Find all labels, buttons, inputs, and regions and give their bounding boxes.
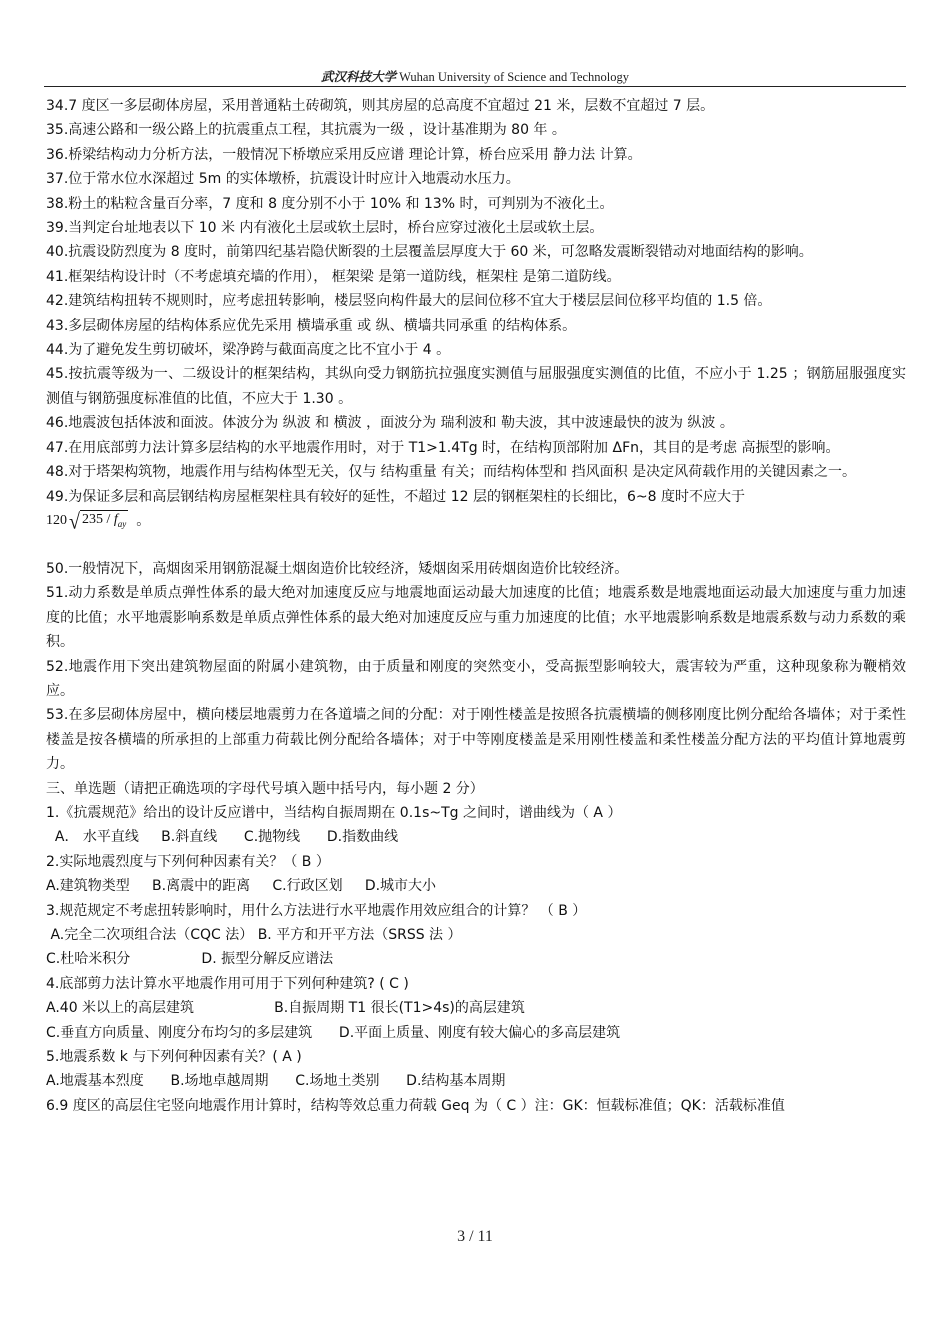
page-header (48, 67, 902, 87)
choice-question-2-options: A.建筑物类型 B.离震中的距离 C.行政区划 D.城市大小 (46, 878, 437, 895)
formula-coefficient: 120 (46, 512, 67, 528)
choice-question-6: 6.9 度区的高层住宅竖向地震作用计算时，结构等效总重力荷载 Geq 为（ C ）注：GK：恒载标准值；QK：活载标准值 (46, 1097, 785, 1114)
radicand-f: f (113, 511, 118, 527)
formula-period: 。 (136, 512, 151, 529)
choice-question-1: 1.《抗震规范》给出的设计反应谱中，当结构自振周期在 0.1s~Tg 之间时，谱曲线为（ A ） (46, 804, 622, 821)
section-heading-single-choice: 三、单选题（请把正确选项的字母代号填入题中括号内，每小题 2 分） (46, 780, 484, 797)
choice-question-3: 3.规范规定不考虑扭转影响时，用什么方法进行水平地震作用效应组合的计算？ （ B ） (46, 902, 587, 919)
blank-line (46, 533, 906, 557)
question-43: 43.多层砌体房屋的结构体系应优先采用 横墙承重 或 纵、横墙共同承重 的结构体系。 (46, 317, 577, 334)
choice-question-1-options: A． 水平直线 B.斜直线 C.抛物线 D.指数曲线 (46, 829, 399, 846)
choice-question-3-options-cd: C.杜哈米积分 D. 振型分解反应谱法 (46, 951, 334, 968)
page-total: 11 (477, 1228, 493, 1245)
page-number: 3 (457, 1228, 466, 1245)
formula-radicand (80, 510, 128, 533)
question-53: 53.在多层砌体房屋中，横向楼层地震剪力在各道墙之间的分配：对于刚性楼盖是按照各抗震横墙的侧移刚度比例分配给各墙体；对于柔性楼盖是按各横墙的所承担的上部重力荷载比例分配给各墙体；对于中等刚度楼盖是采用刚性楼盖和柔性楼盖分配方法的平均值计算地震剪力。 (46, 707, 906, 773)
choice-question-4: 4.底部剪力法计算水平地震作用可用于下列何种建筑? ( C ) (46, 975, 409, 992)
radicand-subscript: ay (117, 518, 127, 529)
question-44: 44.为了避免发生剪切破坏，梁净跨与截面高度之比不宜小于 4 。 (46, 342, 451, 359)
question-47: 47.在用底部剪力法计算多层结构的水平地震作用时，对于 T1>1.4Tg 时，在结构顶部附加 ΔFn，其目的是考虑 高振型的影响。 (46, 439, 840, 456)
page-footer (0, 1228, 950, 1246)
question-42: 42.建筑结构扭转不规则时，应考虑扭转影响，楼层竖向构件最大的层间位移不宜大于楼层层间位移平均值的 1.5 倍。 (46, 293, 772, 310)
question-49: 49.为保证多层和高层钢结构房屋框架柱具有较好的延性，不超过 12 层的钢框架柱的长细比，6~8 度时不应大于 (46, 488, 745, 505)
question-34: 34.7 度区一多层砌体房屋，采用普通粘土砖砌筑，则其房屋的总高度不宜超过 21 米，层数不宜超过 7 层。 (46, 98, 715, 114)
header-rule (44, 86, 906, 87)
document-body (46, 94, 906, 1118)
question-48: 48.对于塔架构筑物，地震作用与结构体型无关，仅与 结构重量 有关；而结构体型和 挡风面积 是决定风荷载作用的关键因素之一。 (46, 464, 857, 481)
page-separator: / (465, 1228, 478, 1245)
choice-question-4-options-ab: A.40 米以上的高层建筑 B.自振周期 T1 很长(T1>4s)的高层建筑 (46, 1000, 525, 1017)
question-38: 38.粉土的粘粒含量百分率，7 度和 8 度分别不小于 10% 和 13% 时，可判别为不液化土。 (46, 195, 614, 212)
question-46: 46.地震波包括体波和面波。体波分为 纵波 和 横波 ，面波分为 瑞利波和 勒夫波，其中波速最快的波为 纵波 。 (46, 415, 734, 432)
question-37: 37.位于常水位水深超过 5m 的实体墩桥，抗震设计时应计入地震动水压力。 (46, 171, 520, 188)
question-50: 50.一般情况下，高烟囱采用钢筋混凝土烟囱造价比较经济，矮烟囱采用砖烟囱造价比较经济。 (46, 560, 629, 577)
question-41: 41.框架结构设计时（不考虑填充墙的作用）， 框架梁 是第一道防线，框架柱 是第二道防线。 (46, 268, 621, 285)
question-39: 39.当判定台址地表以下 10 米 内有液化土层或软土层时，桥台应穿过液化土层或软土层。 (46, 220, 604, 237)
choice-question-5-options: A.地震基本烈度 B.场地卓越周期 C.场地土类别 D.结构基本周期 (46, 1073, 506, 1090)
question-52: 52.地震作用下突出建筑物屋面的附属小建筑物，由于质量和刚度的突然变小，受高振型影响较大，震害较为严重，这种现象称为鞭梢效应。 (46, 658, 906, 699)
choice-question-4-options-cd: C.垂直方向质量、刚度分布均匀的多层建筑 D.平面上质量、刚度有较大偏心的多高层建筑 (46, 1024, 621, 1041)
radicand-text: 235 / (81, 511, 114, 527)
header-university-cn: 武汉科技大学 (320, 69, 396, 84)
header-university-en: Wuhan University of Science and Technology (399, 70, 630, 84)
question-40: 40.抗震设防烈度为 8 度时，前第四纪基岩隐伏断裂的土层覆盖层厚度大于 60 米，可忽略发震断裂错动对地面结构的影响。 (46, 244, 813, 261)
question-51: 51.动力系数是单质点弹性体系的最大绝对加速度反应与地震地面运动最大加速度的比值；地震系数是地震地面运动最大加速度与重力加速度的比值；水平地震影响系数是单质点弹性体系的最大绝对加速度反应与重力加速度的比值；水平地震影响系数是地震系数与动力系数的乘积。 (46, 585, 906, 651)
choice-question-3-options-ab: A.完全二次项组合法（CQC 法） B. 平方和开平方法（SRSS 法 ） (46, 927, 462, 943)
slenderness-formula (46, 509, 906, 533)
formula-radical (69, 510, 128, 533)
question-36: 36.桥梁结构动力分析方法，一般情况下桥墩应采用反应谱 理论计算，桥台应采用 静力法 计算。 (46, 146, 642, 163)
sqrt-symbol: √ (69, 510, 80, 535)
choice-question-5: 5.地震系数 k 与下列何种因素有关？( A ) (46, 1049, 302, 1066)
choice-question-2: 2.实际地震烈度与下列何种因素有关？（ B ） (46, 853, 330, 870)
question-45: 45.按抗震等级为一、二级设计的框架结构，其纵向受力钢筋抗拉强度实测值与屈服强度实测值的比值，不应小于 1.25 ；钢筋屈服强度实测值与钢筋强度标准值的比值，不应大于 1.30 。 (46, 366, 906, 407)
question-35: 35.高速公路和一级公路上的抗震重点工程，其抗震为一级 ，设计基准期为 80 年 。 (46, 122, 566, 139)
